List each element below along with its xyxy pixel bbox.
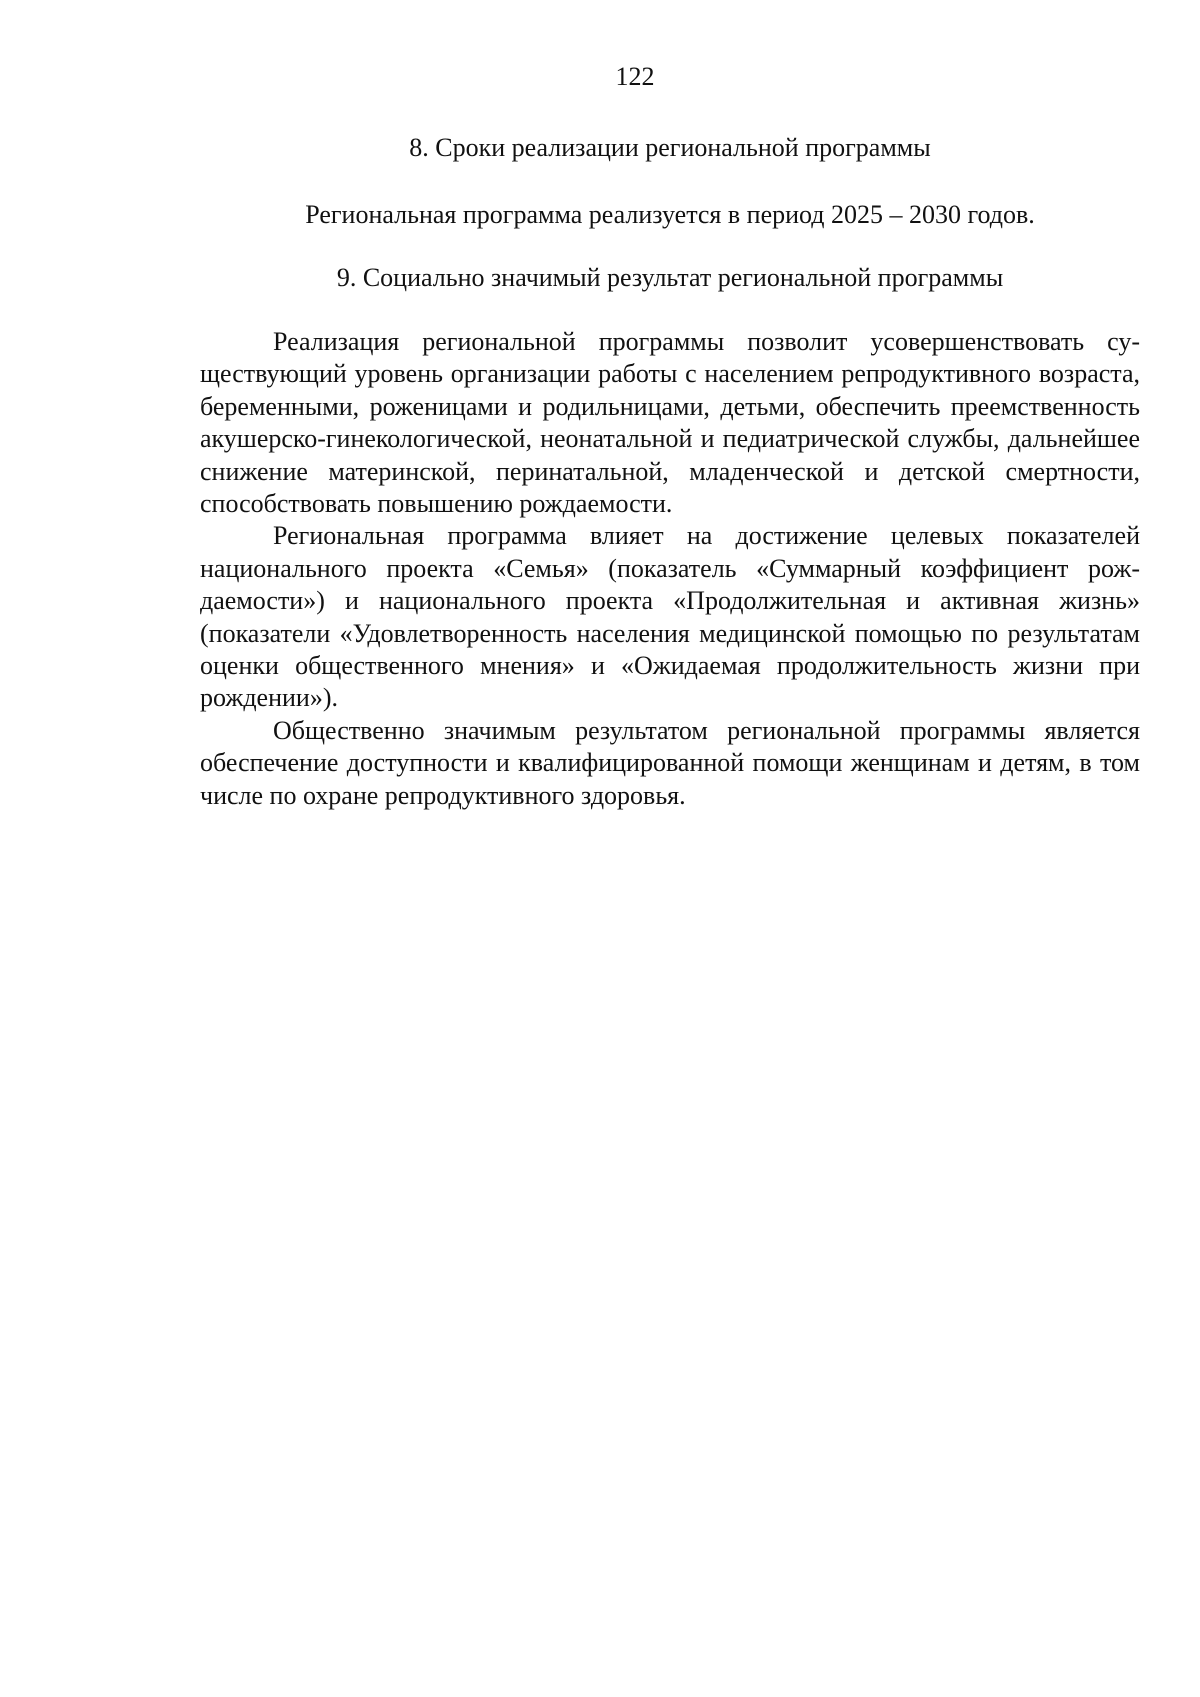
section-8-text: Региональная программа реализуется в период 2025 – 2030 годов.: [305, 200, 1035, 229]
page-number: 122: [615, 62, 655, 91]
section-9-heading: 9. Социально значимый результат региональной программы: [336, 263, 1004, 292]
section-9-body: [200, 326, 1140, 812]
section-8-heading: 8. Сроки реализации региональной программы: [409, 133, 931, 162]
paragraph-social-result: Общественно значимым результатом региональной программы является обеспечение доступности и квалифицированной помощи женщинам и детям, в том числе по охране репродуктивного здоровья.: [200, 715, 1140, 810]
paragraph-implementation: Реализация региональной программы позволит усовершенствовать существующий уровень организации работы с населением репродуктивного возраста, беременными, роженицами и родильницами, детьми, обеспечить преемственность акушерско-гинекологической, неонатальной и педиатрической службы, дальнейшее снижение материнской, перинатальной, младенческой и детской смертности, способствовать повышению рождаемости.: [200, 327, 1140, 519]
paragraph-indicators: Региональная программа влияет на достижение целевых показателей национального проекта «Семья» (показатель «Суммарный коэффициент рождаемости») и национального проекта «Продолжительная и активная жизнь» (показатели «Удовлетворенность населения медицинской помощью по результатам оценки общественного мнения» и «Ожидаемая продолжительность жизни при рождении»).: [200, 521, 1140, 713]
